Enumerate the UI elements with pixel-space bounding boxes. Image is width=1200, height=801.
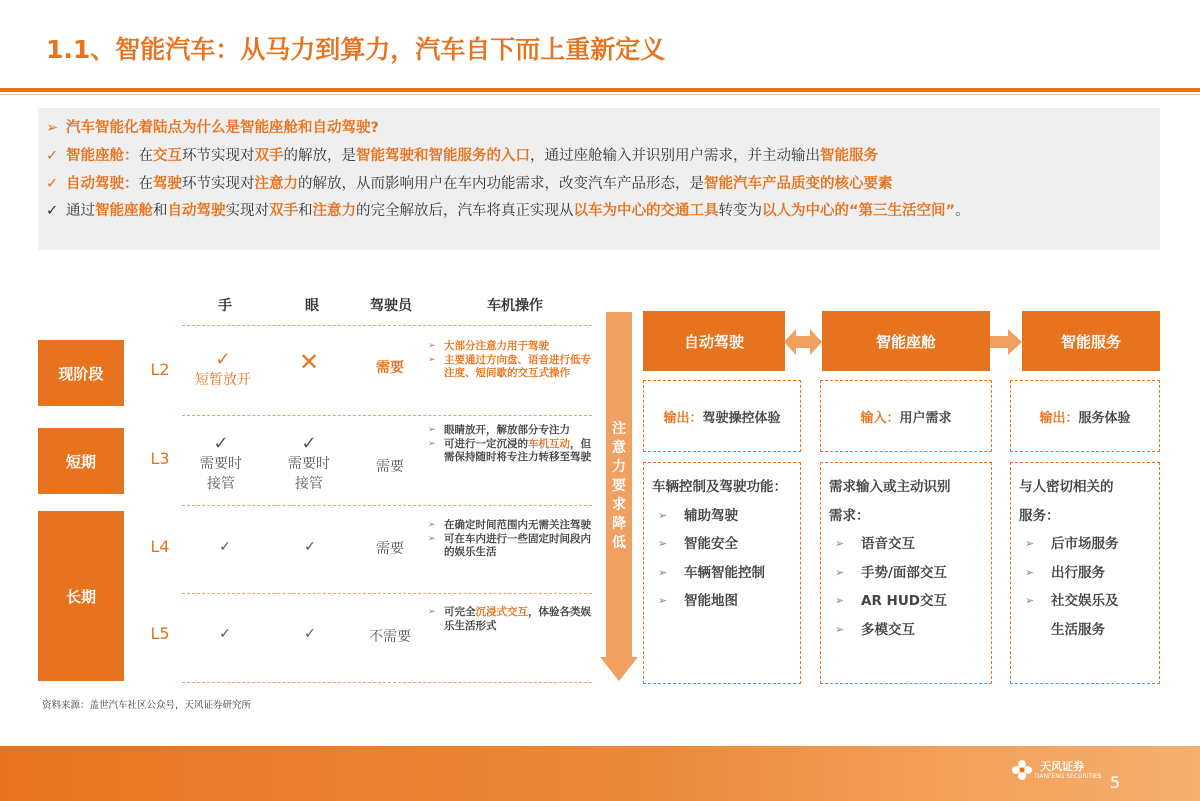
check-icon: ✓ xyxy=(46,203,59,219)
io-key: 输出： xyxy=(1039,410,1079,426)
l2-ops xyxy=(428,340,594,381)
detail-box-cockpit xyxy=(820,462,992,684)
io-key: 输出： xyxy=(663,410,703,426)
stage-long: 长期 xyxy=(38,511,124,681)
summary-panel xyxy=(38,108,1160,250)
io-value: 服务体验 xyxy=(1078,410,1131,426)
ops-item xyxy=(428,606,594,633)
summary-question: 汽车智能化着陆点为什么是智能座舱和自动驾驶? xyxy=(66,120,379,136)
cross-icon: ✕ xyxy=(298,348,320,376)
l3-eye xyxy=(274,434,344,494)
ops-item xyxy=(428,438,594,465)
list-item-text: 智能安全 xyxy=(684,536,738,552)
arrow-bullet-icon: ➢ xyxy=(428,425,436,435)
text: 实现对 xyxy=(225,203,269,219)
check-icon: ✓ xyxy=(46,176,59,192)
list-item-text: 多模交互 xyxy=(861,621,915,638)
detail-intro: 需求输入或主动识别 xyxy=(829,479,951,495)
check-icon: ✓ xyxy=(219,626,231,642)
ops-item xyxy=(428,533,594,560)
list-item-text: 生活服务 xyxy=(1051,621,1105,638)
text: 和 xyxy=(298,203,313,219)
io-value: 驾驶操控体验 xyxy=(702,410,781,426)
check-icon: ✓ xyxy=(213,433,229,454)
double-arrow-icon xyxy=(784,327,822,357)
arrow-bullet-icon: ➢ xyxy=(1025,565,1035,579)
detail-intro: 需求： xyxy=(829,507,870,524)
title-rule-thin xyxy=(0,94,1200,95)
check-icon: ✓ xyxy=(304,626,316,642)
highlight: 注意力 xyxy=(254,176,298,192)
highlight: 注意力 xyxy=(312,203,356,219)
text: ，通过座舱输入并识别用户需求，并主动输出 xyxy=(530,148,820,164)
level-l4: L4 xyxy=(150,537,170,556)
text: 的解放，从而影响用户在车内功能需求，改变汽车产品形态，是 xyxy=(298,176,704,192)
arrow-bullet-icon: ➢ xyxy=(835,622,845,636)
list-item xyxy=(1019,559,1151,588)
check-icon: ✓ xyxy=(304,539,316,555)
logo-subtext: TIANFENG SECURITIES xyxy=(1034,773,1102,780)
l2-hand-text: 短暂放开 xyxy=(195,372,251,388)
list-item xyxy=(652,559,792,588)
ops-text: 大部分注意力用于驾驶 xyxy=(444,340,549,352)
ops-fragment: ，但需保持随时将专注力转移至驾驶 xyxy=(444,437,591,463)
l4-ops xyxy=(428,519,594,560)
highlight: 双手 xyxy=(269,203,298,219)
check-icon: ✓ xyxy=(219,539,231,555)
text: 通过 xyxy=(66,203,95,219)
header-eye: 眼 xyxy=(305,298,319,314)
row-divider xyxy=(182,593,592,594)
check-icon: ✓ xyxy=(215,349,231,370)
arrow-bullet-icon: ➢ xyxy=(835,594,845,607)
header-hand: 手 xyxy=(218,298,232,314)
text: 环节实现对 xyxy=(182,148,255,164)
l3-eye-text: 需要时 xyxy=(288,456,330,472)
arrow-down-icon xyxy=(600,657,638,681)
list-item xyxy=(829,587,983,616)
check-icon: ✓ xyxy=(46,148,59,164)
ops-text: 眼睛放开，解放部分专注力 xyxy=(444,424,570,436)
list-item xyxy=(1019,530,1151,559)
arrow-bullet-icon: ➢ xyxy=(1025,537,1035,550)
list-item-text: 后市场服务 xyxy=(1051,536,1119,552)
title-rule xyxy=(0,88,1200,92)
list-item xyxy=(829,559,983,588)
ops-highlight: 沉浸式交互 xyxy=(475,606,528,618)
ops-text xyxy=(444,438,594,465)
row-divider xyxy=(182,325,592,326)
header-driver: 驾驶员 xyxy=(370,298,412,314)
io-box-autodrive xyxy=(643,380,801,452)
arrow-bullet-icon xyxy=(1019,616,1051,645)
l3-ops xyxy=(428,424,594,465)
detail-box-service xyxy=(1010,462,1160,684)
io-box-service xyxy=(1010,380,1160,452)
list-item xyxy=(652,530,792,559)
ops-text xyxy=(444,606,594,633)
list-item-text: 车辆智能控制 xyxy=(684,564,765,581)
list-item-text: 语音交互 xyxy=(861,536,915,552)
detail-intro: 与人密切相关的 xyxy=(1019,479,1114,495)
text: 环节实现对 xyxy=(182,176,255,192)
l3-hand xyxy=(186,434,256,494)
arrow-bullet-icon: ➢ xyxy=(428,607,436,617)
l4-driver: 需要 xyxy=(376,541,404,557)
arrow-bullet-icon: ➢ xyxy=(658,537,668,550)
row-divider xyxy=(182,682,592,683)
arrow-label: 注意力要求降低 xyxy=(612,421,626,551)
level-l2: L2 xyxy=(150,360,170,379)
text: 在 xyxy=(138,176,153,192)
summary-line-3 xyxy=(46,170,1150,198)
ops-item xyxy=(428,424,594,438)
ops-fragment: ，体验各类娱乐生活形式 xyxy=(444,606,591,632)
highlight: 以车为中心的交通工具 xyxy=(573,203,719,219)
l5-ops xyxy=(428,606,594,633)
ops-fragment: 可完全 xyxy=(444,606,476,618)
term-cockpit: 智能座舱： xyxy=(66,148,139,164)
arrow-bullet-icon: ➢ xyxy=(428,341,436,351)
highlight: 智能服务 xyxy=(820,148,878,164)
list-item xyxy=(829,616,983,645)
term-autodrive: 自动驾驶： xyxy=(66,176,139,192)
list-item-text: 手势/面部交互 xyxy=(861,564,947,581)
detail-intro: 车辆控制及驾驶功能： xyxy=(652,479,787,495)
arrow-bullet-icon: ➢ xyxy=(658,565,668,579)
header-ops: 车机操作 xyxy=(487,298,543,314)
ops-text: 主要通过方向盘、语音进行低专注度、短间歇的交互式操作 xyxy=(444,353,591,379)
list-item xyxy=(652,587,792,616)
row-divider xyxy=(182,415,592,416)
check-icon: ✓ xyxy=(301,433,317,454)
list-item-text: 出行服务 xyxy=(1051,564,1105,581)
text: 的解放，是 xyxy=(283,148,356,164)
stage-short: 短期 xyxy=(38,428,124,494)
arrow-bullet-icon: ➢ xyxy=(658,508,668,522)
company-logo xyxy=(1010,758,1101,782)
box-cockpit: 智能座舱 xyxy=(822,311,990,371)
arrow-bullet-icon: ➢ xyxy=(428,533,436,544)
list-item xyxy=(1019,587,1151,616)
source-note: 资料来源：盖世汽车社区公众号，天风证券研究所 xyxy=(42,700,252,711)
arrow-bullet-icon: ➢ xyxy=(835,565,845,579)
l3-eye-text: 接管 xyxy=(295,476,323,492)
list-item xyxy=(652,502,792,531)
box-autodrive: 自动驾驶 xyxy=(643,311,785,371)
logo-wordmark xyxy=(1034,760,1101,780)
text: 在 xyxy=(138,148,153,164)
page-number: 5 xyxy=(1110,773,1121,792)
highlight: 双手 xyxy=(254,148,284,164)
io-value: 用户需求 xyxy=(899,410,952,426)
level-l5: L5 xyxy=(150,624,170,643)
highlight: 智能座舱 xyxy=(95,203,153,219)
arrow-bullet-icon: ➢ xyxy=(46,120,59,136)
page-title: 1.1、智能汽车：从马力到算力，汽车自下而上重新定义 xyxy=(46,35,666,64)
logo-text: 天风证券 xyxy=(1040,760,1084,773)
level-l3: L3 xyxy=(150,449,170,468)
summary-line-4 xyxy=(46,198,1150,224)
l3-hand-text: 接管 xyxy=(207,476,235,492)
highlight: 智能汽车产品质变的核心要素 xyxy=(704,176,893,192)
highlight: 驾驶 xyxy=(153,176,182,192)
l3-driver: 需要 xyxy=(376,459,404,475)
text: 。 xyxy=(955,203,970,219)
highlight: 自动驾驶 xyxy=(167,203,226,219)
detail-intro: 服务： xyxy=(1019,507,1060,524)
l5-driver: 不需要 xyxy=(369,629,411,645)
stage-current: 现阶段 xyxy=(38,340,124,406)
row-divider xyxy=(182,505,592,506)
io-key: 输入： xyxy=(860,410,900,426)
list-item xyxy=(829,530,983,559)
summary-line-2 xyxy=(46,142,1150,170)
ops-fragment: 可进行一定沉浸的 xyxy=(444,437,528,450)
list-item xyxy=(1019,616,1151,645)
ops-item xyxy=(428,354,594,381)
highlight: 以人为中心的“第三生活空间” xyxy=(762,203,956,219)
arrow-bullet-icon: ➢ xyxy=(835,537,845,550)
ops-text: 在确定时间范围内无需关注驾驶 xyxy=(444,519,591,531)
io-box-cockpit xyxy=(820,380,992,452)
list-item-text: 辅助驾驶 xyxy=(684,507,738,524)
l2-hand xyxy=(182,350,264,390)
arrow-bullet-icon: ➢ xyxy=(658,594,668,607)
arrow-bullet-icon: ➢ xyxy=(428,520,436,530)
l3-hand-text: 需要时 xyxy=(200,456,242,472)
highlight: 智能驾驶和智能服务的入口 xyxy=(356,148,530,164)
text: 和 xyxy=(153,203,168,219)
arrow-bullet-icon: ➢ xyxy=(428,438,436,449)
text: 的完全解放后，汽车将真正实现从 xyxy=(356,203,574,219)
text: 转变为 xyxy=(718,203,762,219)
arrow-bullet-icon: ➢ xyxy=(1025,594,1035,607)
ops-item xyxy=(428,340,594,354)
right-arrow-icon xyxy=(990,327,1022,357)
summary-line-1 xyxy=(46,114,1150,142)
arrow-bullet-icon: ➢ xyxy=(428,354,436,365)
ops-item xyxy=(428,519,594,533)
detail-box-autodrive xyxy=(643,462,801,684)
ops-text: 可在车内进行一些固定时间段内的娱乐生活 xyxy=(444,532,591,558)
l2-driver: 需要 xyxy=(376,360,404,376)
ops-highlight: 车机互动 xyxy=(528,437,570,450)
list-item-text: AR HUD交互 xyxy=(861,593,948,609)
flower-logo-icon xyxy=(1010,758,1034,782)
list-item-text: 智能地图 xyxy=(684,593,738,609)
list-item-text: 社交娱乐及 xyxy=(1051,593,1119,609)
highlight: 交互 xyxy=(153,148,182,164)
box-service: 智能服务 xyxy=(1022,311,1160,371)
